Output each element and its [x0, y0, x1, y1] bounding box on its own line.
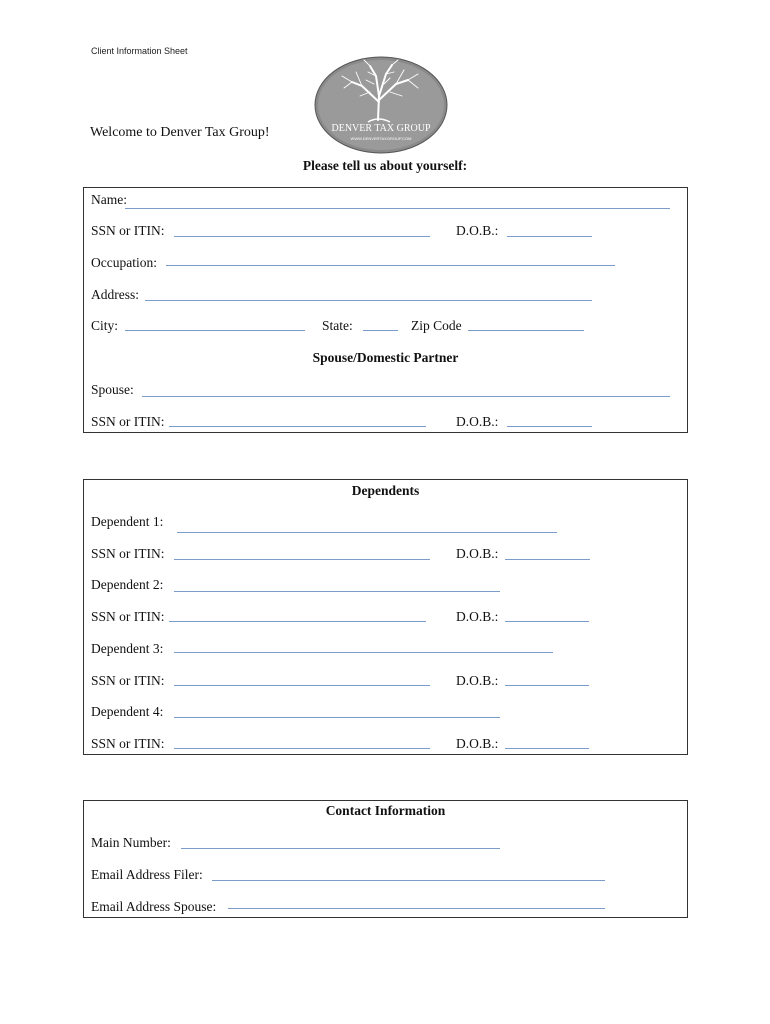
dob-field[interactable] — [507, 236, 592, 237]
dependent-1-dob-label: D.O.B.: — [456, 546, 499, 561]
spouse-dob-label: D.O.B.: — [456, 414, 499, 429]
dependent-1-label: Dependent 1: — [91, 514, 164, 529]
dependent-2-field[interactable] — [174, 591, 500, 592]
city-label: City: — [91, 318, 119, 333]
state-field[interactable] — [363, 330, 398, 331]
name-label: Name: — [91, 192, 127, 207]
dependent-2-ssn-field[interactable] — [169, 621, 426, 622]
spouse-label: Spouse: — [91, 382, 134, 397]
spouse-heading: Spouse/Domestic Partner — [312, 350, 459, 365]
dependent-4-field[interactable] — [174, 717, 500, 718]
zip-field[interactable] — [468, 330, 584, 331]
email-filer-label: Email Address Filer: — [91, 867, 203, 882]
email-filer-field[interactable] — [212, 880, 605, 881]
main-number-field[interactable] — [181, 848, 500, 849]
dependent-4-ssn-field[interactable] — [174, 748, 430, 749]
dependent-3-label: Dependent 3: — [91, 641, 164, 656]
contact-section — [83, 800, 688, 918]
dependent-1-ssn-field[interactable] — [174, 559, 430, 560]
main-number-label: Main Number: — [91, 835, 171, 850]
name-field[interactable] — [125, 208, 670, 209]
dependent-4-label: Dependent 4: — [91, 704, 164, 719]
dependents-heading: Dependents — [351, 483, 420, 498]
dependent-3-field[interactable] — [174, 652, 553, 653]
dob-label: D.O.B.: — [456, 223, 499, 238]
form-subtitle: Please tell us about yourself: — [302, 158, 468, 173]
logo-url: WWW.DENVERTAXGROUP.COM — [350, 136, 412, 141]
dependent-3-dob-label: D.O.B.: — [456, 673, 499, 688]
city-field[interactable] — [125, 330, 305, 331]
dependent-1-dob-field[interactable] — [505, 559, 590, 560]
spouse-ssn-label: SSN or ITIN: — [91, 414, 165, 429]
ssn-field[interactable] — [174, 236, 430, 237]
dependent-4-dob-field[interactable] — [505, 748, 589, 749]
personal-info-section — [83, 187, 688, 433]
state-label: State: — [322, 318, 353, 333]
spouse-dob-field[interactable] — [507, 426, 592, 427]
dependents-section — [83, 479, 688, 755]
logo-name: DENVER TAX GROUP — [331, 123, 431, 134]
dependent-3-ssn-field[interactable] — [174, 685, 430, 686]
spouse-field[interactable] — [142, 396, 670, 397]
address-label: Address: — [91, 287, 139, 302]
sheet-title: Client Information Sheet — [91, 46, 188, 56]
email-spouse-field[interactable] — [228, 908, 605, 909]
dependent-2-label: Dependent 2: — [91, 577, 164, 592]
welcome-text: Welcome to Denver Tax Group! — [90, 125, 270, 140]
dependent-3-dob-field[interactable] — [505, 685, 589, 686]
email-spouse-label: Email Address Spouse: — [91, 899, 217, 914]
occupation-label: Occupation: — [91, 255, 157, 270]
contact-heading: Contact Information — [325, 803, 446, 818]
zip-label: Zip Code — [411, 318, 462, 333]
dependent-1-ssn-label: SSN or ITIN: — [91, 546, 165, 561]
dependent-4-ssn-label: SSN or ITIN: — [91, 736, 165, 751]
dependent-1-field[interactable] — [177, 532, 557, 533]
dependent-2-ssn-label: SSN or ITIN: — [91, 609, 165, 624]
dependent-2-dob-label: D.O.B.: — [456, 609, 499, 624]
ssn-label: SSN or ITIN: — [91, 223, 165, 238]
dependent-2-dob-field[interactable] — [505, 621, 589, 622]
dependent-4-dob-label: D.O.B.: — [456, 736, 499, 751]
address-field[interactable] — [145, 300, 592, 301]
spouse-ssn-field[interactable] — [169, 426, 426, 427]
dependent-3-ssn-label: SSN or ITIN: — [91, 673, 165, 688]
occupation-field[interactable] — [166, 265, 615, 266]
denver-tax-group-logo — [314, 56, 448, 154]
